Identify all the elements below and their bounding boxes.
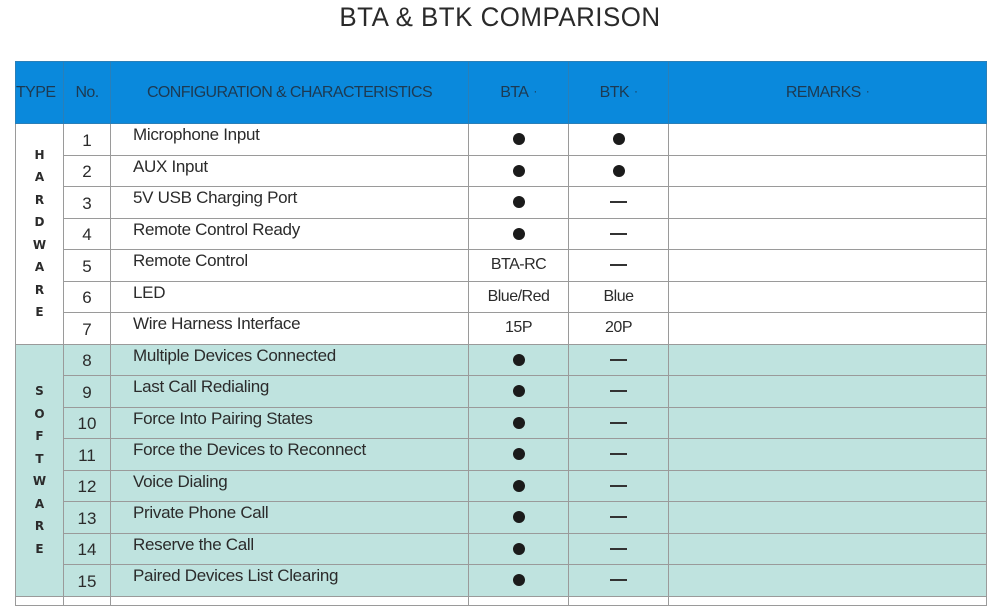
table-row: [16, 533, 987, 565]
table-row: [16, 187, 987, 219]
page-title: BTA & BTK COMPARISON: [339, 2, 661, 32]
type-letter: D: [34, 215, 45, 230]
comparison-table: [15, 61, 987, 606]
row-number: 9: [64, 376, 111, 408]
row-config: Force Into Pairing States: [111, 407, 469, 439]
not-supported-dash-icon: [610, 264, 627, 266]
row-config: Remote Control Ready: [111, 218, 469, 250]
row-btk: [569, 439, 669, 471]
empty-cell: [469, 596, 569, 605]
supported-dot-icon: [513, 417, 525, 429]
supported-dot-icon: [513, 228, 525, 240]
row-btk: [569, 376, 669, 408]
supported-dot-icon: [613, 165, 625, 177]
row-btk: [569, 565, 669, 597]
table-body: [16, 124, 987, 606]
supported-dot-icon: [513, 196, 525, 208]
not-supported-dash-icon: [610, 359, 627, 361]
row-number: 2: [64, 155, 111, 187]
row-btk: [569, 533, 669, 565]
type-letter: E: [35, 541, 44, 556]
empty-cell: [64, 596, 111, 605]
row-config: 5V USB Charging Port: [111, 187, 469, 219]
row-bta: BTA-RC: [469, 250, 569, 282]
table-row: [16, 565, 987, 597]
table-row: [16, 124, 987, 156]
table-row: [16, 502, 987, 534]
supported-dot-icon: [513, 480, 525, 492]
row-btk: [569, 155, 669, 187]
row-bta: [469, 344, 569, 376]
row-bta: 15P: [469, 313, 569, 345]
row-number: 7: [64, 313, 111, 345]
type-letter: R: [34, 519, 45, 533]
table-row: [16, 281, 987, 313]
table-row: [16, 439, 987, 471]
supported-dot-icon: [513, 385, 525, 397]
table-header-row: [16, 62, 987, 124]
row-number: 12: [64, 470, 111, 502]
empty-cell: [16, 596, 64, 605]
type-letter: T: [35, 451, 44, 466]
type-group-hardware: [16, 124, 64, 345]
row-config: Private Phone Call: [111, 502, 469, 534]
header-remarks: [669, 62, 987, 124]
row-number: 8: [64, 344, 111, 376]
type-letter: A: [34, 170, 45, 185]
supported-dot-icon: [513, 543, 525, 555]
header-btk: [569, 62, 669, 124]
empty-cell: [111, 596, 469, 605]
header-no: No.: [64, 62, 111, 124]
row-remarks: [669, 470, 987, 502]
not-supported-dash-icon: [610, 233, 627, 235]
row-btk: [569, 502, 669, 534]
row-config: Paired Devices List Clearing: [111, 565, 469, 597]
row-remarks: [669, 565, 987, 597]
supported-dot-icon: [513, 165, 525, 177]
table-row-partial: [16, 596, 987, 605]
supported-dot-icon: [513, 354, 525, 366]
type-letter: A: [34, 496, 45, 511]
table-row: [16, 344, 987, 376]
row-number: 4: [64, 218, 111, 250]
row-bta: Blue/Red: [469, 281, 569, 313]
header-marker: ·: [865, 83, 870, 98]
not-supported-dash-icon: [610, 390, 627, 392]
header-config: CONFIGURATION & CHARACTERISTICS: [111, 62, 469, 124]
type-letter: S: [35, 384, 44, 398]
row-remarks: [669, 124, 987, 156]
row-config: AUX Input: [111, 155, 469, 187]
row-remarks: [669, 187, 987, 219]
row-remarks: [669, 502, 987, 534]
header-btk-label: BTK: [599, 83, 629, 101]
row-config: Force the Devices to Reconnect: [111, 439, 469, 471]
supported-dot-icon: [613, 133, 625, 145]
row-remarks: [669, 407, 987, 439]
row-bta: [469, 124, 569, 156]
empty-cell: [569, 596, 669, 605]
header-marker: ·: [633, 83, 638, 98]
row-config: Voice Dialing: [111, 470, 469, 502]
supported-dot-icon: [513, 574, 525, 586]
row-bta: [469, 533, 569, 565]
type-group-software: [16, 344, 64, 596]
row-config: Last Call Redialing: [111, 376, 469, 408]
row-remarks: [669, 344, 987, 376]
header-type: TYPE: [16, 62, 64, 124]
row-remarks: [669, 281, 987, 313]
row-btk: [569, 124, 669, 156]
row-btk: Blue: [569, 281, 669, 313]
row-config: Remote Control: [111, 250, 469, 282]
not-supported-dash-icon: [610, 422, 627, 424]
row-btk: 20P: [569, 313, 669, 345]
table-row: [16, 376, 987, 408]
row-btk: [569, 470, 669, 502]
row-bta: [469, 155, 569, 187]
table-row: [16, 218, 987, 250]
row-btk: [569, 187, 669, 219]
row-number: 3: [64, 187, 111, 219]
row-btk: [569, 407, 669, 439]
row-btk: [569, 218, 669, 250]
supported-dot-icon: [513, 133, 525, 145]
header-bta: [469, 62, 569, 124]
not-supported-dash-icon: [610, 516, 627, 518]
row-number: 14: [64, 533, 111, 565]
table-row: [16, 155, 987, 187]
row-config: LED: [111, 281, 469, 313]
empty-cell: [669, 596, 987, 605]
table-row: [16, 407, 987, 439]
row-bta: [469, 407, 569, 439]
header-marker: ·: [533, 83, 537, 98]
row-bta: [469, 502, 569, 534]
row-btk: [569, 344, 669, 376]
not-supported-dash-icon: [610, 548, 627, 550]
row-number: 10: [64, 407, 111, 439]
header-remarks-label: REMARKS: [785, 83, 861, 101]
row-number: 15: [64, 565, 111, 597]
not-supported-dash-icon: [610, 201, 627, 203]
not-supported-dash-icon: [610, 579, 627, 581]
row-bta: [469, 565, 569, 597]
type-letter: W: [32, 474, 47, 488]
header-bta-label: BTA: [500, 83, 529, 101]
supported-dot-icon: [513, 448, 525, 460]
row-remarks: [669, 533, 987, 565]
row-number: 6: [64, 281, 111, 313]
type-letter: A: [34, 260, 45, 275]
row-bta: [469, 439, 569, 471]
table-row: [16, 470, 987, 502]
row-bta: [469, 376, 569, 408]
row-remarks: [669, 439, 987, 471]
row-bta: [469, 218, 569, 250]
row-number: 11: [64, 439, 111, 471]
row-number: 13: [64, 502, 111, 534]
row-config: Wire Harness Interface: [111, 313, 469, 345]
row-number: 5: [64, 250, 111, 282]
row-config: Microphone Input: [111, 124, 469, 156]
row-config: Multiple Devices Connected: [111, 344, 469, 376]
type-letter: E: [35, 305, 44, 320]
table-row: [16, 250, 987, 282]
not-supported-dash-icon: [610, 453, 627, 455]
row-remarks: [669, 218, 987, 250]
not-supported-dash-icon: [610, 485, 627, 487]
type-letter: R: [34, 192, 45, 207]
row-btk: [569, 250, 669, 282]
type-letter: F: [35, 429, 44, 443]
row-bta: [469, 187, 569, 219]
supported-dot-icon: [513, 511, 525, 523]
row-config: Reserve the Call: [111, 533, 469, 565]
row-bta: [469, 470, 569, 502]
row-remarks: [669, 313, 987, 345]
type-letter: H: [34, 147, 45, 162]
type-letter: O: [34, 406, 45, 421]
type-letter: W: [32, 237, 47, 252]
table-row: [16, 313, 987, 345]
row-remarks: [669, 376, 987, 408]
type-letter: R: [34, 282, 45, 297]
row-remarks: [669, 155, 987, 187]
row-number: 1: [64, 124, 111, 156]
row-remarks: [669, 250, 987, 282]
